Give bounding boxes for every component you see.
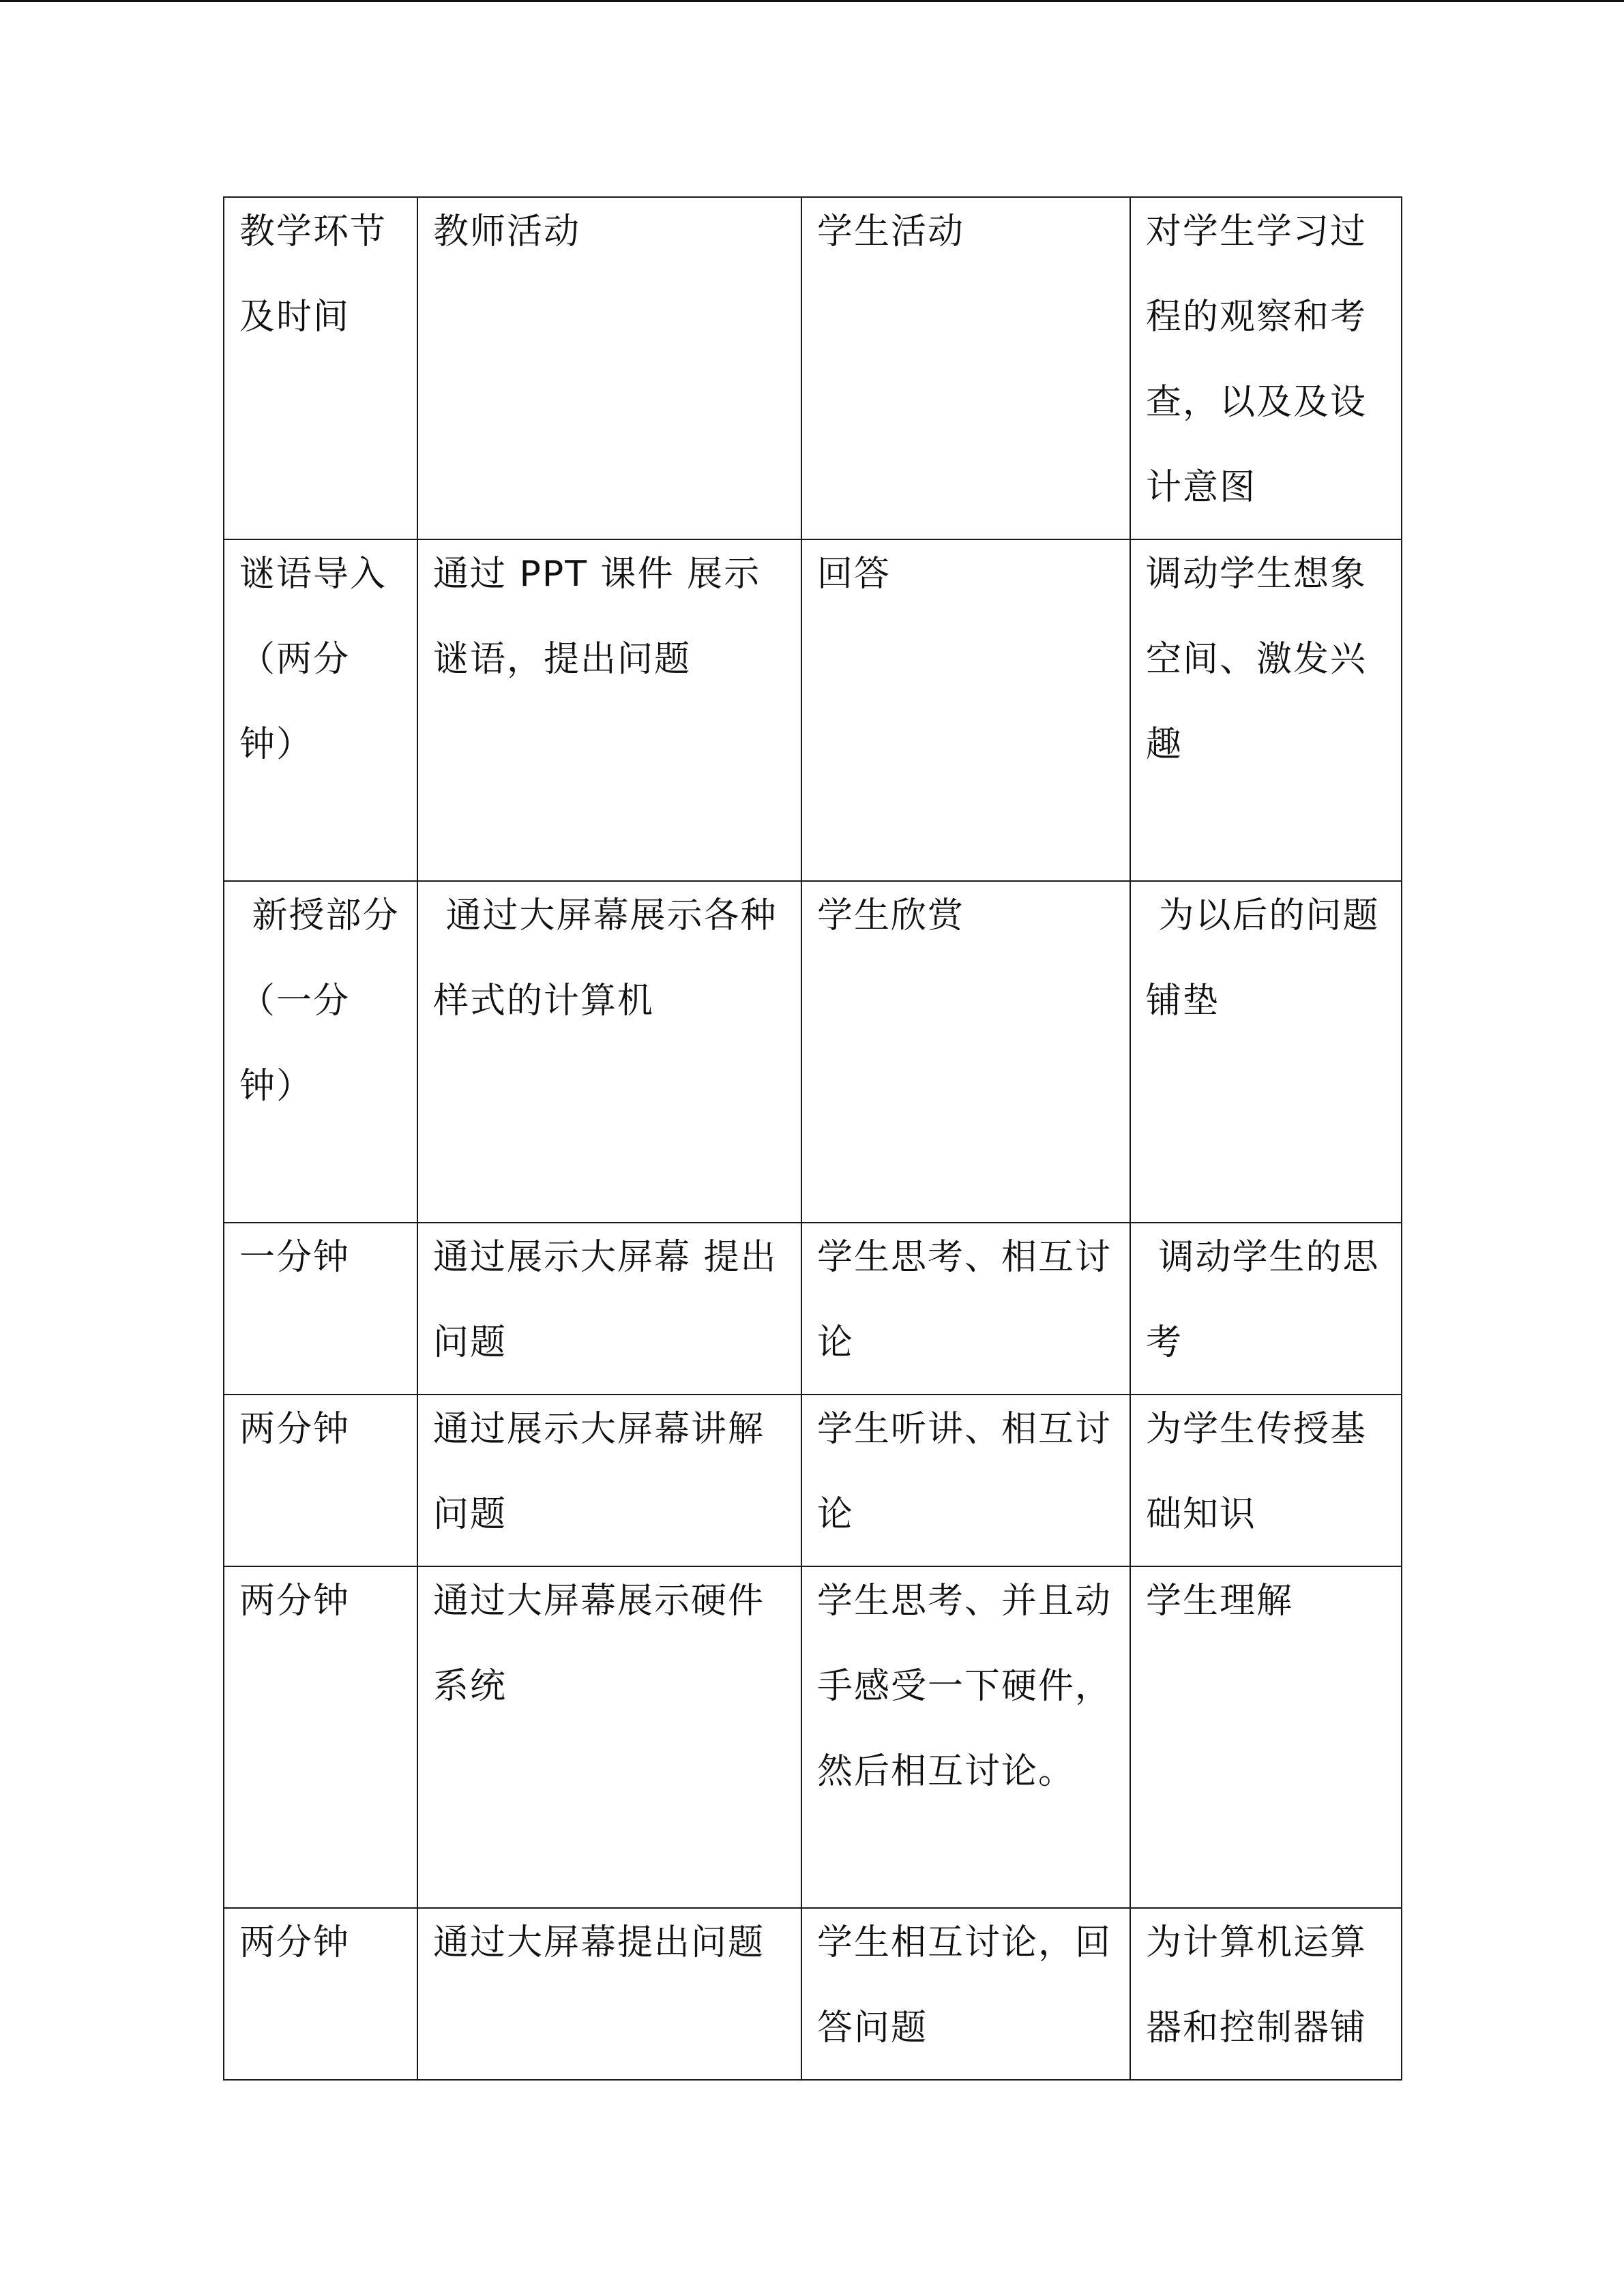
cell-text: 为学生传授基础知识	[1146, 1409, 1368, 1535]
cell-text: 学生听讲、相互讨论	[817, 1409, 1112, 1535]
cell-text: 通过展示大屏幕 提出问题	[433, 1237, 778, 1363]
cell-text: 调动学生想象空间、激发兴趣	[1146, 554, 1368, 765]
table-cell	[417, 881, 801, 1223]
header-observation-intent-text: 对学生学习过程的观察和考查，以及及设计意图	[1146, 211, 1368, 508]
table-cell	[801, 539, 1130, 881]
table-cell	[224, 1566, 417, 1908]
table-cell	[417, 1223, 801, 1395]
table-cell	[1130, 1223, 1402, 1395]
table-cell	[1130, 1566, 1402, 1908]
table-row	[224, 1566, 1402, 1908]
header-cell-teacher-activity	[417, 197, 801, 539]
table-cell	[417, 539, 801, 881]
cell-text: 学生欣赏	[817, 895, 965, 936]
table-cell	[1130, 1395, 1402, 1566]
cell-text: 学生思考、并且动手感受一下硬件，然后相互讨论。	[817, 1581, 1112, 1792]
table-cell	[801, 1566, 1130, 1908]
table-header-row	[224, 197, 1402, 539]
lesson-plan-table	[223, 196, 1402, 2081]
header-cell-student-activity	[801, 197, 1130, 539]
cell-text: 新授部分（一分钟）	[239, 895, 400, 1107]
cell-text: 两分钟	[239, 1409, 351, 1450]
cell-text: 回答	[817, 554, 891, 595]
table-cell	[1130, 1908, 1402, 2080]
cell-text: 通过 PPT 课件 展示谜语，提出问题	[433, 554, 761, 680]
cell-text: 为以后的问题铺垫	[1146, 895, 1380, 1022]
table-cell	[801, 1223, 1130, 1395]
header-student-activity-text: 学生活动	[817, 211, 965, 252]
table-cell	[1130, 539, 1402, 881]
table-row	[224, 539, 1402, 881]
table-row	[224, 1223, 1402, 1395]
cell-text: 谜语导入（两分钟）	[239, 554, 387, 765]
cell-text: 两分钟	[239, 1922, 351, 1963]
table-cell	[224, 1395, 417, 1566]
header-teacher-activity-text: 教师活动	[433, 211, 581, 252]
cell-text: 学生理解	[1146, 1581, 1294, 1622]
cell-text: 通过大屏幕展示各种样式的计算机	[433, 895, 778, 1022]
table-cell	[801, 881, 1130, 1223]
header-stage-time-text: 教学环节及时间	[239, 211, 387, 338]
table-cell	[801, 1908, 1130, 2080]
cell-text: 通过展示大屏幕讲解问题	[433, 1409, 765, 1535]
table-row	[224, 1395, 1402, 1566]
table-cell	[224, 1223, 417, 1395]
table-cell	[224, 539, 417, 881]
cell-text: 一分钟	[239, 1237, 351, 1278]
table-cell	[224, 1908, 417, 2080]
cell-text: 学生相互讨论，回答问题	[817, 1922, 1112, 2048]
table-cell	[417, 1395, 801, 1566]
header-cell-observation-intent	[1130, 197, 1402, 539]
table-cell	[224, 881, 417, 1223]
cell-text: 调动学生的思考	[1146, 1237, 1380, 1363]
table-cell	[417, 1566, 801, 1908]
cell-text: 为计算机运算器和控制器铺	[1146, 1922, 1368, 2048]
header-cell-stage-time	[224, 197, 417, 539]
table-cell	[801, 1395, 1130, 1566]
table-cell	[417, 1908, 801, 2080]
cell-text: 两分钟	[239, 1581, 351, 1622]
table-row	[224, 1908, 1402, 2080]
table-row	[224, 881, 1402, 1223]
cell-text: 学生思考、相互讨论	[817, 1237, 1112, 1363]
cell-text: 通过大屏幕提出问题	[433, 1922, 765, 1963]
cell-text: 通过大屏幕展示硬件系统	[433, 1581, 765, 1707]
table-cell	[1130, 881, 1402, 1223]
